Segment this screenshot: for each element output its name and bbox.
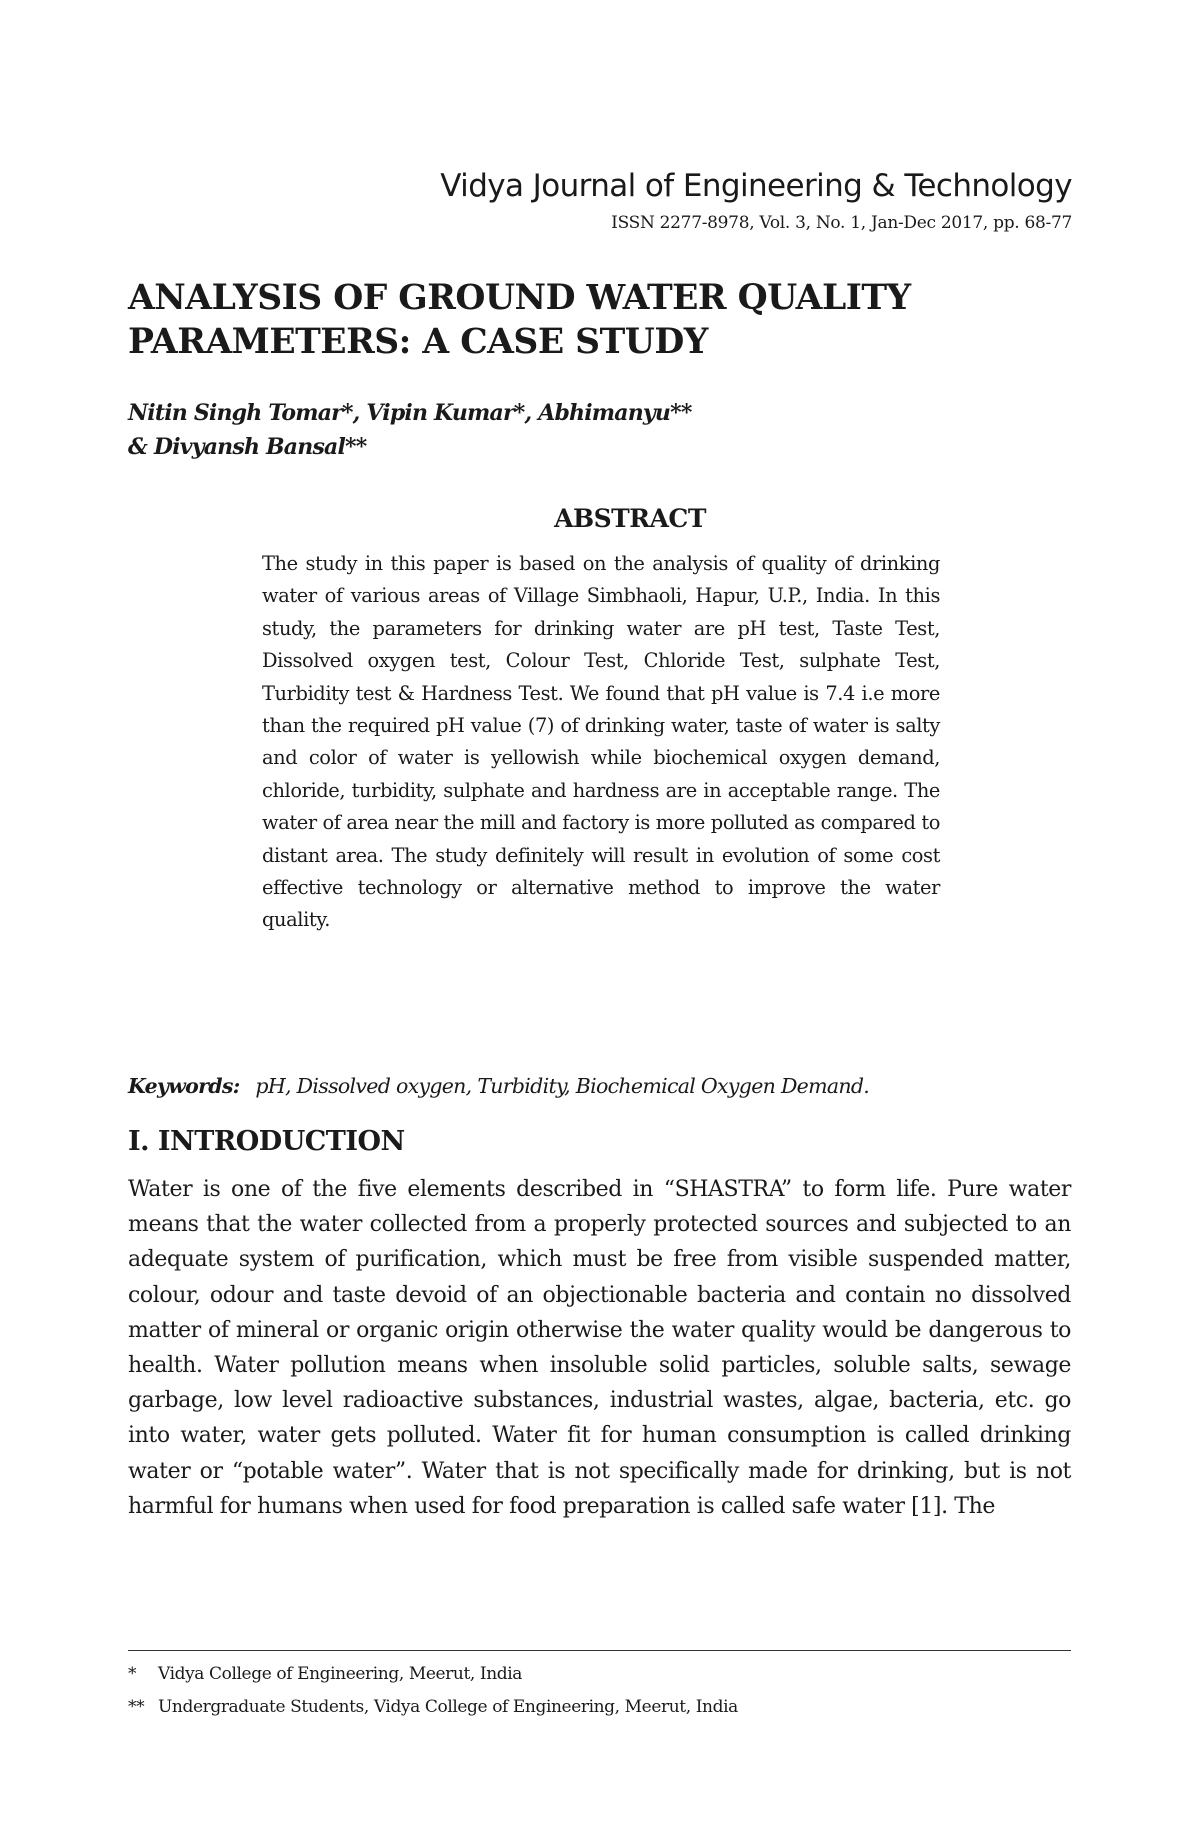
footnote-2-mark: ** xyxy=(128,1697,145,1717)
footnote-2-text: Undergraduate Students, Vidya College of Engineering, Meerut, India xyxy=(158,1697,738,1717)
paper-title-line-1: ANALYSIS OF GROUND WATER QUALITY xyxy=(128,278,911,318)
footnote-divider xyxy=(128,1650,1071,1651)
abstract-text: The study in this paper is based on the analysis of quality of drinking water of various areas of Village Simbhaoli, Hapur, U.P., India. In this study, the parameters for drinking water are pH test, Taste Test, Dissolved oxygen test, Colour Test, Chloride Test, sulphate Test, Turbidity test & Hardness Test. We found that pH value is 7.4 i.e more than the required pH value (7) of drinking water, taste of water is salty and color of water is yellowish while biochemical oxygen demand, chloride, turbidity, sulphate and hardness are in acceptable range. The water of area near the mill and factory is more polluted as compared to distant area. The study definitely will result in evolution of some cost effective technology or alternative method to improve the water quality. xyxy=(262,552,940,932)
paper-title-line-2: PARAMETERS: A CASE STUDY xyxy=(128,322,708,362)
footnote-2 xyxy=(128,1691,1071,1724)
author-line-1: Nitin Singh Tomar*, Vipin Kumar*, Abhimanyu** xyxy=(128,400,692,426)
keywords-label: Keywords: xyxy=(128,1074,240,1098)
footnotes xyxy=(128,1658,1071,1724)
footnote-1-mark: * xyxy=(128,1664,137,1684)
author-line-2: & Divyansh Bansal** xyxy=(128,434,367,460)
keywords-text: pH, Dissolved oxygen, Turbidity, Biochemical Oxygen Demand. xyxy=(255,1074,870,1098)
abstract-heading-text: ABSTRACT xyxy=(554,504,706,533)
footnote-1 xyxy=(128,1658,1071,1691)
footnote-1-text: Vidya College of Engineering, Meerut, India xyxy=(158,1664,523,1684)
author-list xyxy=(128,396,1028,464)
introduction-heading: I. INTRODUCTION xyxy=(128,1126,405,1157)
keywords xyxy=(128,1071,1078,1101)
journal-issn-line: ISSN 2277-8978, Vol. 3, No. 1, Jan-Dec 2017, pp. 68-77 xyxy=(611,213,1072,233)
paper-title xyxy=(128,276,1078,364)
journal-name: Vidya Journal of Engineering & Technology xyxy=(440,168,1072,204)
abstract-heading xyxy=(0,504,1200,533)
introduction-text: Water is one of the five elements described in “SHASTRA” to form life. Pure water means that the water collected from a properly protected sources and subjected to an adequate system of purification, which must be free from visible suspended matter, colour, odour and taste devoid of an objectionable bacteria and contain no dissolved matter of mineral or organic origin otherwise the water quality would be dangerous to health. Water pollution means when insoluble solid particles, soluble salts, sewage garbage, low level radioactive substances, industrial wastes, algae, bacteria, etc. go into water, water gets polluted. Water fit for human consumption is called drinking water or “potable water”. Water that is not specifically made for drinking, but is not harmful for humans when used for food preparation is called safe water [1]. The xyxy=(128,1177,1071,1519)
